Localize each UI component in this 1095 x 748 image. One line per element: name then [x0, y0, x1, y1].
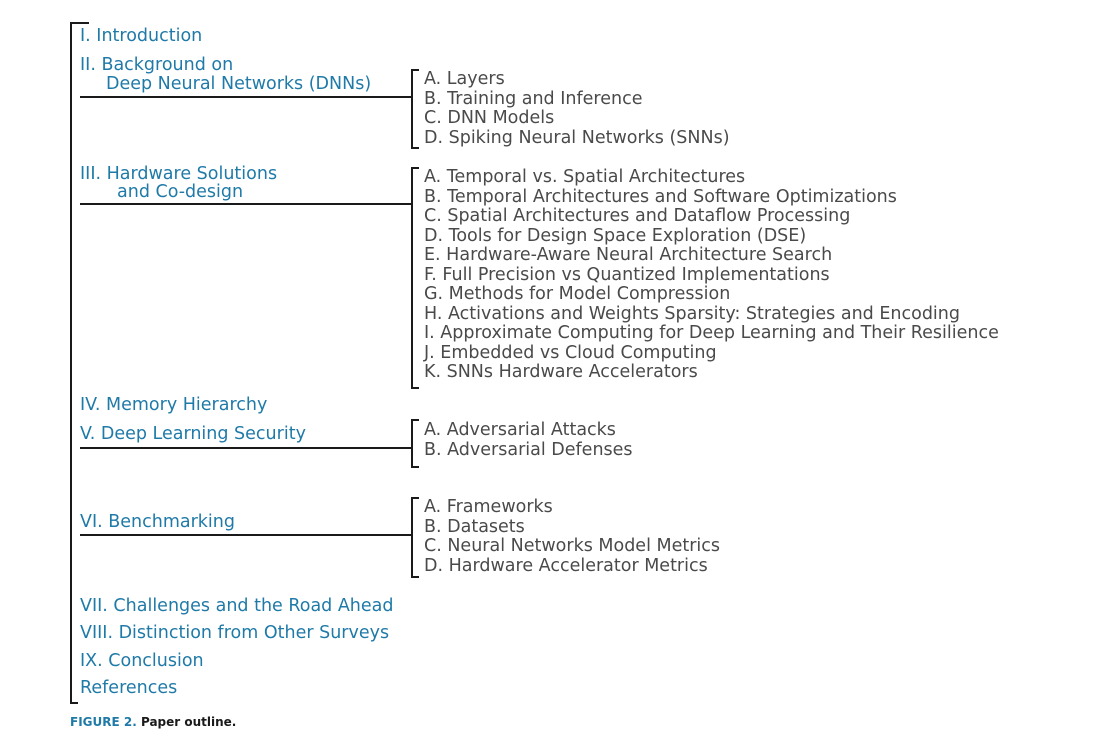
bracket-benchmarking: [411, 497, 413, 578]
list-item: A. Adversarial Attacks: [424, 420, 616, 440]
section-security: V. Deep Learning Security: [80, 424, 306, 444]
list-item: J. Embedded vs Cloud Computing: [424, 342, 717, 363]
list-item: G. Methods for Model Compression: [424, 284, 731, 304]
list-item: D. Tools for Design Space Exploration (DSE): [424, 225, 807, 246]
list-item: B. Training and Inference: [424, 88, 643, 109]
bracket-benchmarking-bottom: [411, 576, 419, 578]
figure-label: FIGURE 2.: [70, 715, 137, 729]
list-item: C. Neural Networks Model Metrics: [424, 536, 721, 556]
spine-bottom-tick: [70, 702, 78, 704]
bracket-benchmarking-top: [411, 497, 419, 499]
list-item: A. Layers: [424, 69, 505, 89]
section-background-line1: II. Background on: [80, 55, 234, 75]
section-hardware-line1: III. Hardware Solutions: [80, 164, 278, 184]
list-item: C. Spatial Architectures and Dataflow Processing: [424, 206, 851, 226]
list-item: A. Frameworks: [424, 497, 553, 517]
list-item: B. Adversarial Defenses: [424, 439, 633, 460]
subsection-list-background: [424, 70, 730, 148]
list-item: I. Approximate Computing for Deep Learning and Their Resilience: [424, 323, 999, 343]
section-background-line2: Deep Neural Networks (DNNs): [106, 74, 372, 94]
list-item: D. Spiking Neural Networks (SNNs): [424, 127, 730, 148]
connector-security: [80, 447, 413, 449]
section-memory-hierarchy: IV. Memory Hierarchy: [80, 395, 268, 415]
section-distinction: VIII. Distinction from Other Surveys: [80, 623, 390, 643]
bracket-background: [411, 69, 413, 149]
bracket-security-bottom: [411, 466, 419, 468]
list-item: A. Temporal vs. Spatial Architectures: [424, 167, 746, 187]
connector-background: [80, 96, 413, 98]
section-references: References: [80, 678, 178, 698]
section-hardware-line2: and Co-design: [117, 182, 244, 202]
subsection-list-benchmarking: [424, 498, 720, 576]
list-item: C. DNN Models: [424, 108, 555, 128]
connector-benchmarking: [80, 534, 413, 536]
bracket-hardware: [411, 167, 413, 389]
list-item: K. SNNs Hardware Accelerators: [424, 362, 698, 382]
list-item: H. Activations and Weights Sparsity: Strategies and Encoding: [424, 303, 960, 324]
bracket-security-top: [411, 419, 419, 421]
list-item: D. Hardware Accelerator Metrics: [424, 555, 708, 576]
bracket-hardware-top: [411, 167, 419, 169]
bracket-background-bottom: [411, 147, 419, 149]
list-item: E. Hardware-Aware Neural Architecture Search: [424, 245, 833, 265]
section-introduction: I. Introduction: [80, 26, 203, 46]
list-item: B. Temporal Architectures and Software Optimizations: [424, 186, 897, 207]
bracket-security: [411, 419, 413, 468]
list-item: B. Datasets: [424, 516, 525, 537]
bracket-hardware-bottom: [411, 387, 419, 389]
list-item: F. Full Precision vs Quantized Implementations: [424, 264, 830, 285]
section-conclusion: IX. Conclusion: [80, 651, 204, 671]
section-challenges: VII. Challenges and the Road Ahead: [80, 596, 394, 616]
spine-top-tick: [70, 22, 89, 24]
bracket-background-top: [411, 69, 419, 71]
section-benchmarking: VI. Benchmarking: [80, 512, 235, 532]
connector-hardware: [80, 203, 413, 205]
figure-caption: [70, 715, 236, 729]
figure-caption-text: Paper outline.: [140, 715, 237, 729]
outline-spine: [70, 22, 72, 704]
subsection-list-security: [424, 421, 633, 460]
subsection-list-hardware: [424, 168, 999, 383]
